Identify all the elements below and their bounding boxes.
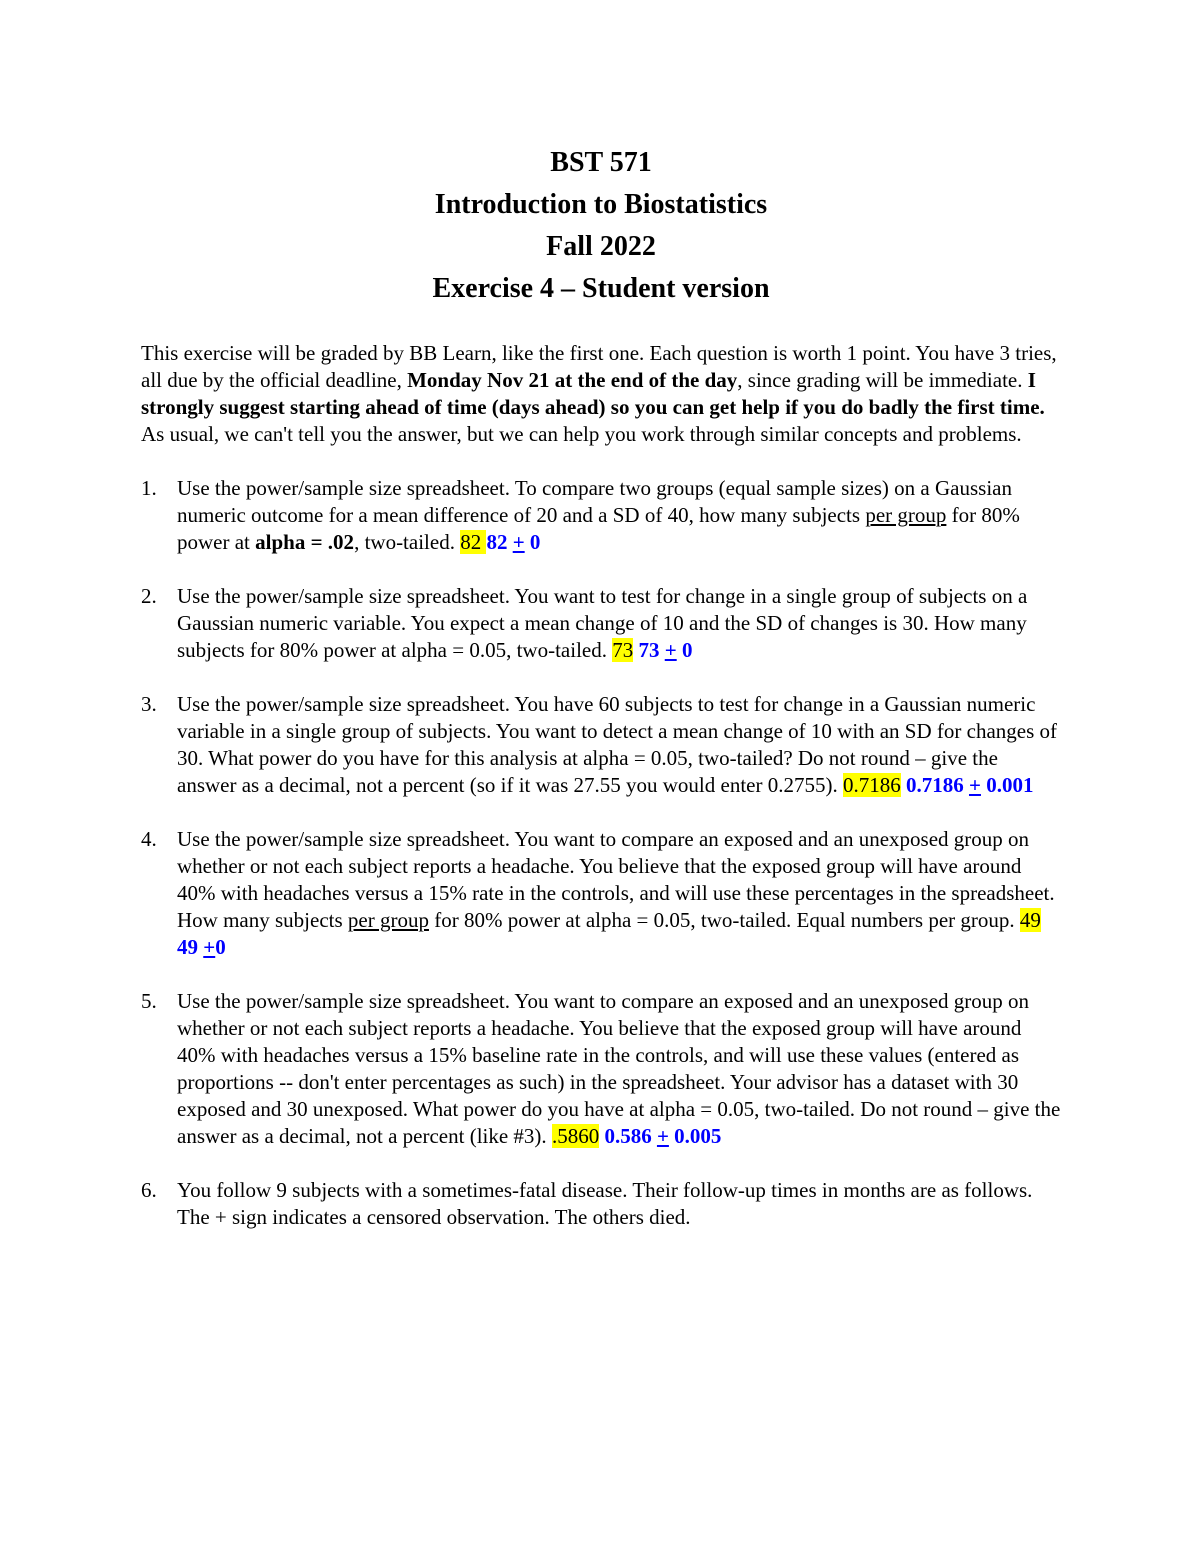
question-number: 2. bbox=[141, 584, 157, 608]
highlighted-answer: 0.7186 bbox=[842, 773, 901, 797]
question-5: 5. Use the power/sample size spreadsheet. You want to compare an exposed and an unexposed group on whether or not each subject reports a headache. You believe that the exposed group will have around 40% with headaches versus a 15% baseline rate in the controls, and will use these values (entered as proportions -- don't enter percentages as such) in the spreadsheet. Your advisor has a dataset with 30 exposed and 30 unexposed. What power do you have at alpha = 0.05, two-tailed. Do not round – give the answer as a decimal, not a percent (like #3). .5860 0.586 + 0.005 bbox=[141, 989, 1061, 1148]
per-group-underline: per group bbox=[347, 908, 429, 932]
question-number: 6. bbox=[141, 1178, 157, 1202]
course-code: BST 571 bbox=[550, 147, 652, 178]
answer-key: 0.7186 + 0.001 bbox=[905, 773, 1034, 797]
answer-key: 49 +0 bbox=[177, 935, 226, 959]
answer-key: 82 + 0 bbox=[486, 530, 541, 554]
advice: I strongly suggest starting ahead of time (days ahead) so you can get help if you do badly the first time. bbox=[141, 368, 1045, 419]
answer-key: 0.586 + 0.005 bbox=[604, 1124, 722, 1148]
question-6: 6. You follow 9 subjects with a sometimes-fatal disease. Their follow-up times in months are as follows. The + sign indicates a censored observation. The others died. bbox=[141, 1178, 1033, 1229]
question-list bbox=[141, 475, 1061, 1231]
answer-key: 73 + 0 bbox=[638, 638, 693, 662]
highlighted-answer: 82 bbox=[460, 530, 487, 554]
highlighted-answer: .5860 bbox=[551, 1124, 600, 1148]
question-3: 3. Use the power/sample size spreadsheet. You have 60 subjects to test for change in a Gaussian numeric variable in a single group of subjects. You want to detect a mean change of 10 with an SD for changes of 30. What power do you have for this analysis at alpha = 0.05, two-tailed? Do not round – give the answer as a decimal, not a percent (so if it was 27.55 you would enter 0.2755). 0.7186 0.7186 + 0.001 bbox=[141, 692, 1058, 797]
question-number: 3. bbox=[141, 692, 157, 716]
term: Fall 2022 bbox=[546, 231, 656, 262]
question-number: 5. bbox=[141, 989, 157, 1013]
question-2: 2. Use the power/sample size spreadsheet. You want to test for change in a single group of subjects on a Gaussian numeric variable. You expect a mean change of 10 and the SD of changes is 30. How many subjects for 80% power at alpha = 0.05, two-tailed. 73 73 + 0 bbox=[141, 584, 1028, 662]
deadline: Monday Nov 21 at the end of the day bbox=[407, 368, 738, 392]
question-number: 4. bbox=[141, 827, 157, 851]
intro-paragraph: This exercise will be graded by BB Learn, like the first one. Each question is worth 1 point. You have 3 tries, all due by the official deadline, Monday Nov 21 at the end of the day, since grading will be immediate. I strongly suggest starting ahead of time (days ahead) so you can get help if you do badly the first time. As usual, we can't tell you the answer, but we can help you work through similar concepts and problems. bbox=[141, 341, 1057, 446]
highlighted-answer: 73 bbox=[612, 638, 634, 662]
question-4: 4. Use the power/sample size spreadsheet. You want to compare an exposed and an unexposed group on whether or not each subject reports a headache. You believe that the exposed group will have around 40% with headaches versus a 15% rate in the controls, and will use these percentages in the spreadsheet. How many subjects per group for 80% power at alpha = 0.05, two-tailed. Equal numbers per group. 49 49 +0 bbox=[141, 827, 1055, 959]
exercise-title: Exercise 4 – Student version bbox=[432, 273, 770, 304]
title-block bbox=[141, 142, 1061, 310]
highlighted-answer: 49 bbox=[1019, 908, 1041, 932]
per-group-underline: per group bbox=[865, 503, 947, 527]
question-1: 1. Use the power/sample size spreadsheet. To compare two groups (equal sample sizes) on a Gaussian numeric outcome for a mean difference of 20 and a SD of 40, how many subjects per group for 80% power at alpha = .02, two-tailed. 82 82 + 0 bbox=[141, 476, 1020, 554]
question-number: 1. bbox=[141, 476, 157, 500]
document-page bbox=[141, 142, 1061, 1258]
course-title: Introduction to Biostatistics bbox=[434, 189, 768, 220]
